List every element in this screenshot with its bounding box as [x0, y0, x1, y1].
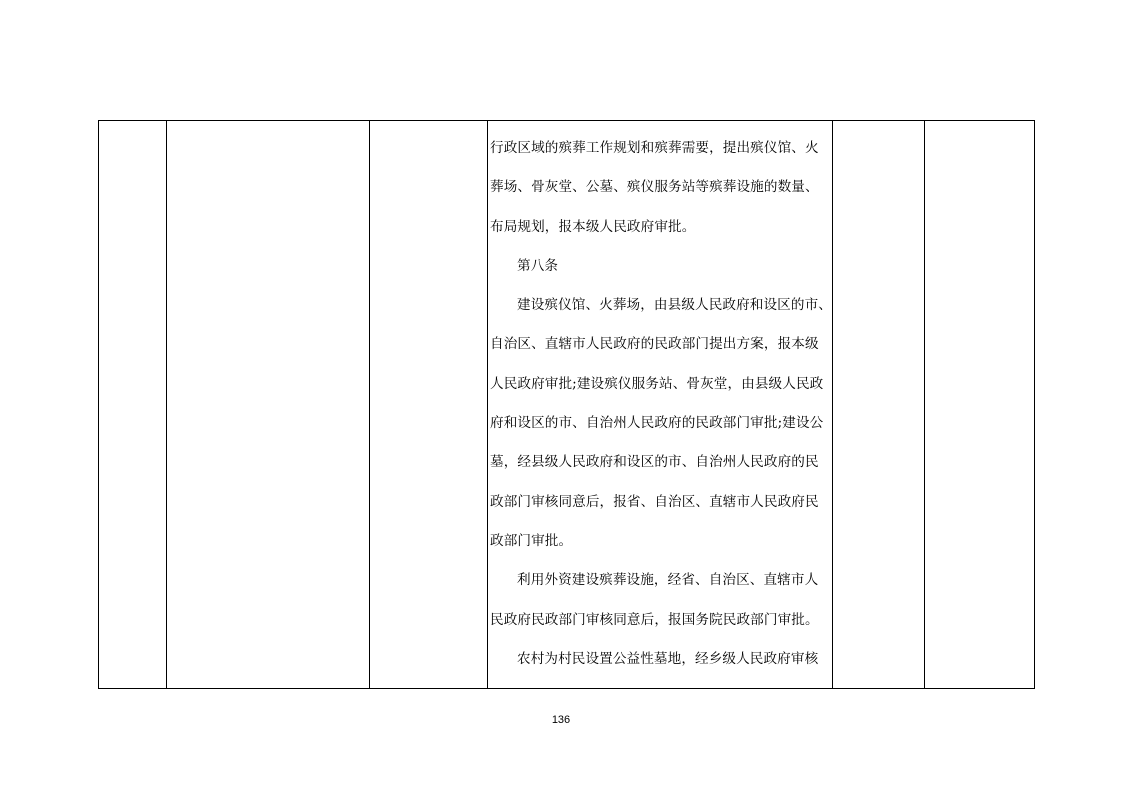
table-row: [99, 121, 1035, 689]
text-line: 利用外资建设殡葬设施，经省、自治区、直辖市人: [517, 572, 819, 589]
table-cell-empty: [167, 121, 370, 689]
text-line: 府和设区的市、自治州人民政府的民政部门审批;建设公: [490, 415, 824, 432]
text-line: 自治区、直辖市人民政府的民政部门提出方案，报本级: [490, 336, 819, 353]
text-line: 政部门审批。: [490, 532, 573, 549]
text-line: 墓，经县级人民政府和设区的市、自治州人民政府的民: [490, 454, 819, 471]
text-line: 民政府民政部门审核同意后，报国务院民政部门审批。: [490, 611, 819, 628]
text-line: 人民政府审批;建设殡仪服务站、骨灰堂，由县级人民政: [490, 375, 824, 392]
table-cell-empty: [925, 121, 1035, 689]
text-line: 建设殡仪馆、火葬场，由县级人民政府和设区的市、: [517, 297, 832, 314]
text-line: 布局规划，报本级人民政府审批。: [490, 218, 696, 235]
text-line: 第八条: [517, 257, 559, 274]
table-cell-content: [488, 121, 833, 689]
table-cell-empty: [370, 121, 488, 689]
text-line: 葬场、骨灰堂、公墓、殡仪服务站等殡葬设施的数量、: [490, 179, 819, 196]
table-cell-empty: [99, 121, 167, 689]
table-cell-empty: [833, 121, 925, 689]
page-number: 136: [551, 714, 571, 726]
document-table: [98, 120, 1035, 689]
text-line: 农村为村民设置公益性墓地，经乡级人民政府审核: [517, 650, 819, 667]
text-line: 行政区域的殡葬工作规划和殡葬需要，提出殡仪馆、火: [490, 140, 819, 156]
regulation-text: [488, 121, 832, 688]
text-line: 政部门审核同意后，报省、自治区、直辖市人民政府民: [490, 493, 819, 510]
